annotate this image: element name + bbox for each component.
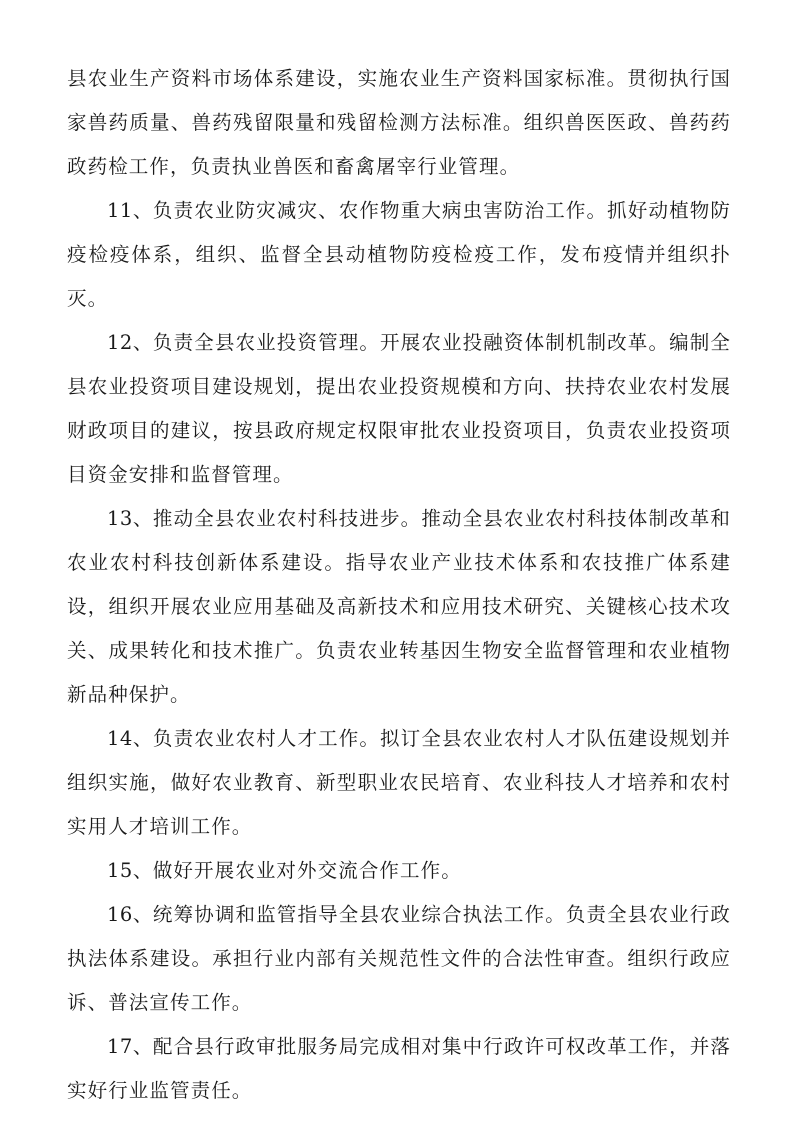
paragraph-item-16 [67, 893, 731, 1025]
paragraph-item-14 [67, 717, 731, 849]
paragraph-text: 推动全县农业农村科技进步。推动全县农业农村科技体制改革和农业农村科技创新体系建设。指导农业产业技术体系和农技推广体系建设，组织开展农业应用基础及高新技术和应用技术研究、关键核心技术攻关、成果转化和技术推广。负责农业转基因生物安全监督管理和农业植物新品种保护。 [67, 507, 731, 706]
item-number: 15、 [107, 859, 153, 882]
paragraph-text: 配合县行政审批服务局完成相对集中行政许可权改革工作，并落实好行业监管责任。 [67, 1035, 731, 1102]
paragraph-continuation [67, 57, 731, 189]
paragraph-item-11 [67, 189, 731, 321]
item-number: 17、 [107, 1035, 153, 1058]
paragraph-text: 做好开展农业对外交流合作工作。 [152, 859, 462, 882]
paragraph-item-12 [67, 321, 731, 497]
paragraph-text: 统筹协调和监管指导全县农业综合执法工作。负责全县农业行政执法体系建设。承担行业内部有关规范性文件的合法性审查。组织行政应诉、普法宣传工作。 [67, 903, 731, 1014]
paragraph-item-17 [67, 1025, 731, 1113]
paragraph-text: 负责全县农业投资管理。开展农业投融资体制机制改革。编制全县农业投资项目建设规划，提出农业投资规模和方向、扶持农业农村发展财政项目的建议，按县政府规定权限审批农业投资项目，负责农业投资项目资金安排和监督管理。 [67, 331, 731, 486]
item-number: 13、 [107, 507, 153, 530]
item-number: 12、 [107, 331, 153, 354]
paragraph-text: 负责农业防灾减灾、农作物重大病虫害防治工作。抓好动植物防疫检疫体系，组织、监督全县动植物防疫检疫工作，发布疫情并组织扑灭。 [67, 199, 731, 310]
paragraph-item-15 [67, 849, 731, 893]
item-number: 11、 [107, 199, 153, 222]
paragraph-text: 负责农业农村人才工作。拟订全县农业农村人才队伍建设规划并组织实施，做好农业教育、新型职业农民培育、农业科技人才培养和农村实用人才培训工作。 [67, 727, 731, 838]
paragraph-item-13 [67, 497, 731, 717]
item-number: 16、 [107, 903, 153, 926]
paragraph-text: 县农业生产资料市场体系建设，实施农业生产资料国家标准。贯彻执行国家兽药质量、兽药残留限量和残留检测方法标准。组织兽医医政、兽药药政药检工作，负责执业兽医和畜禽屠宰行业管理。 [67, 67, 731, 178]
item-number: 14、 [107, 727, 153, 750]
